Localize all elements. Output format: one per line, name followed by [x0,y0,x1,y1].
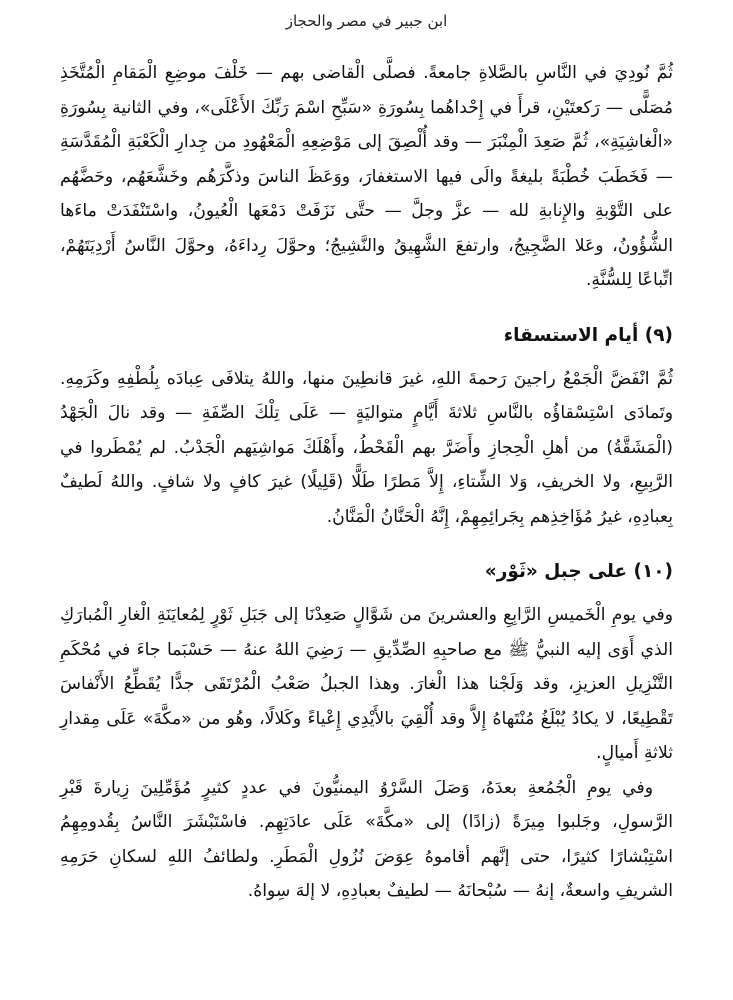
running-header: ابن جبير في مصر والحجاز [285,12,448,30]
paragraph-thawr-1: وفي يومِ الْخَميسِ الرَّابِعِ والعشرينَ من شَوَّالٍ صَعِدْنَا إلى جَبَلِ ثَوْرٍ لِمُعايَنَةِ الْغارِ الْمُبارَكِ الذي أَوَى إليه النبيُّ ﷺ مع صاحبِهِ الصِّدِّيقِ — رَضِيَ اللهُ عنهُ — حَسْبَما جاءَ في مُحْكَمِ التَّنْزِيلِ العزيزِ، وقد وَلَجْنا هذا الْغارَ. وهذا الجبلُ صَعْبُ الْمُرْتَقَى جدًّا يُقَطِّعُ الأَنْفاسَ تَقْطِيعًا، لا يكادُ يُبْلَغُ مُنْتَهاهُ إِلاَّ وقد أُلْقِيَ بالأَيْدِي إِعْياءً وكَلالًا، وهُو من «مكَّةَ» عَلَى مِقدارِ ثلاثةِ أَميالٍ. [60,605,673,763]
paragraph-opening: ثُمَّ نُودِيَ في النَّاسِ بالصَّلاةِ جامعةً. فصلَّى الْقاضى بهم — خَلْفَ موضِعِ الْمَقامِ الْمُتَّخَذِ مُصَلًّى — رَكعتَيْنِ، قرأَ في إِحْداهُما بِسُورَةِ «سَبِّحِ اسْمَ رَبِّكَ الأَعْلَى»، وفي الثانية بِسُورَةِ «الْغاشِيَةِ»، ثُمَّ صَعِدَ الْمِنْبَرَ — وقد أُلْصِقَ إلى مَوْضِعِهِ الْمَعْهُودِ من جِدارِ الْكَعْبَةِ الْمُقَدَّسَةِ — فَخَطَبَ خُطْبَةً بليغةً والَى فيها الاستغفارَ، ووَعَظَ الناسَ وذكَّرَهُم وخَشَّعَهُم، وحَضَّهُم على التَّوْبةِ والإِنابةِ لله — عزَّ وجلَّ — حتَّى نَزَفَتْ دَمْعَها الْعُيونُ، واسْتَنْفَدَتْ ماءَها الشُّؤُونُ، وعَلا الضَّجِيجُ، وارتفعَ الشَّهِيقُ والنَّشِيجُ؛ وحوَّلَ رِداءَهُ، وحوَّلَ النَّاسُ أَرْدِيَتَهُمْ، اتِّباعًا لِلسُّنَّةِ. [60,63,673,290]
paragraph-istisqa: ثُمَّ انْفَضَّ الْجَمْعُ راجينَ رَحمةَ اللهِ، غيرَ قانطِينَ منها، واللهُ يتلافَى عِبادَه بِلُطْفِهِ وكَرَمِهِ. وتَمادَى اسْتِسْقاؤُه بالنَّاسِ ثلاثةَ أَيَّامٍ متواليَةٍ — عَلَى تِلْكَ الصِّفَةِ — وقد نالَ الْجَهْدُ (الْمَشَقَّةُ) من أهلِ الْحِجازِ وأَضَرَّ بهم الْقَحْطُ، وأَهْلَكَ مَواشِيَهم الْجَدْبُ. لم يُمْطَروا في الرَّبِيعِ، ولا الخريفِ، وَلا الشِّتاءِ، إِلاَّ مَطرًا طَلًّا (قَلِيلًا) غيرَ كافٍ ولا شافٍ. واللهُ لَطيفٌ بِعبادِهِ، غيرُ مُؤَاخِذِهم بِجَرائِمِهِمْ، إِنَّهُ الْحَنَّانُ الْمَنَّانُ. [60,368,673,527]
paragraph-thawr-2: وفي يومِ الْجُمُعةِ بعدَهُ، وَصَلَ السَّرْوُ اليمنيُّونَ في عددٍ كثيرٍ مُؤَمِّلِينَ زِيارةَ قَبْرِ الرَّسولِ، وجَلبوا مِيرَةً (زادًا) إلى «مكَّةَ» عَلَى عادَتِهِم. فاسْتَبْشَرَ النَّاسُ بِقُدومِهِمُ اسْتِبْشارًا كثيرًا، حتى إنَّهم أقاموهُ عِوَضَ نُزُولِ الْمَطَرِ. ولطائفُ اللهِ لسكانِ حَرَمِهِ الشريفِ واسعةٌ، إنهُ — سُبْحانَهُ — لطيفٌ بعبادِهِ، لا إلهَ سِواهُ. [60,777,673,901]
section-heading-istisqa: (٩) أيام الاستسقاء [503,324,673,346]
section-heading-jabal-thawr: (١٠) على جبل «ثَوْر» [484,561,673,582]
